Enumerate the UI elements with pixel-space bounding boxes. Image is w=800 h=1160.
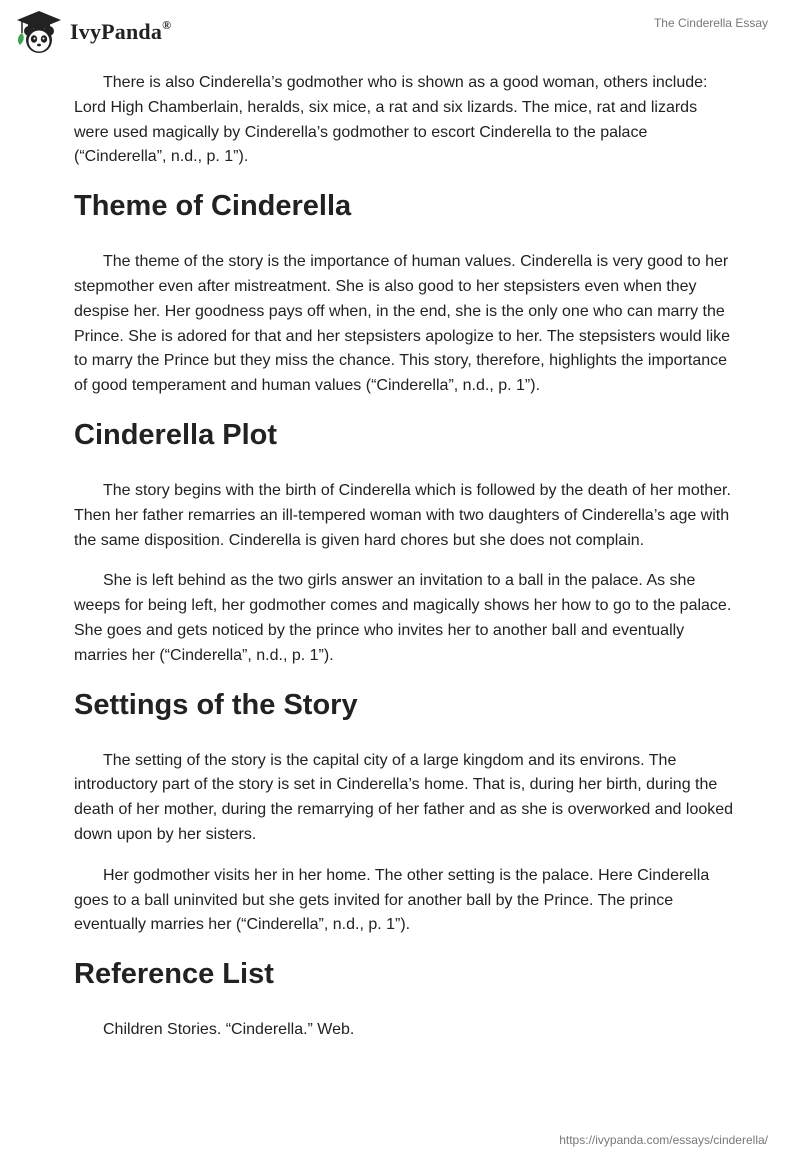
- source-url[interactable]: https://ivypanda.com/essays/cinderella/: [559, 1133, 768, 1147]
- heading-plot: Cinderella Plot: [74, 418, 278, 451]
- document-title: The Cinderella Essay: [653, 16, 768, 30]
- reference-item: Children Stories. “Cinderella.” Web.: [103, 1021, 355, 1039]
- paragraph-plot-2: She is left behind as the two girls answer an invitation to a ball in the palace. As she weeps for being left, her godmother comes and magically shows her how to go to the palace. She goes and gets noticed by the prince who invites her to another ball and eventually marries her (“Cinderella”, n.d., p. 1”).: [74, 572, 732, 664]
- panda-graduation-cap-icon: [14, 9, 64, 55]
- paragraph-settings-2: Her godmother visits her in her home. The other setting is the palace. Here Cinderella goes to a ball uninvited but she gets invited for another ball by the Prince. The prince eventually marries her (“Cinderella”, n.d., p. 1”).: [74, 866, 710, 934]
- heading-settings: Settings of the Story: [74, 688, 358, 721]
- paragraph-settings-1: The setting of the story is the capital city of a large kingdom and its environs. The introductory part of the story is set in Cinderella’s home. That is, during her birth, during the death of her mother, during the remarrying of her father and as she is overworked and looked down upon by her sisters.: [74, 751, 734, 843]
- essay-content: [74, 71, 734, 1059]
- page-header: [0, 0, 800, 60]
- logo-wordmark: IvyPanda®: [70, 17, 172, 44]
- heading-theme: Theme of Cinderella: [74, 190, 352, 223]
- paragraph-characters: There is also Cinderella’s godmother who is shown as a good woman, others include: Lord High Chamberlain, heralds, six mice, a rat and six lizards. The mice, rat and lizards were used magically by Cinderella’s godmother to escort Cinderella to the palace (“Cinderella”, n.d., p. 1”).: [74, 74, 708, 166]
- heading-reference-list: Reference List: [74, 958, 274, 991]
- paragraph-theme: The theme of the story is the importance of human values. Cinderella is very good to her stepmother even after mistreatment. She is also good to her stepsisters even when they despise her. Her goodness pays off when, in the end, she is the only one who can marry the Prince. She is adored for that and her stepsisters apologize to her. The stepsisters would like to marry the Prince but they miss the chance. This story, therefore, highlights the importance of good temperament and human values (“Cinderella”, n.d., p. 1”).: [74, 253, 731, 395]
- ivypanda-logo[interactable]: [14, 8, 171, 56]
- paragraph-plot-1: The story begins with the birth of Cinderella which is followed by the death of her mother. Then her father remarries an ill-tempered woman with two daughters of Cinderella’s age with the same disposition. Cinderella is given hard chores but she does not complain.: [74, 481, 731, 549]
